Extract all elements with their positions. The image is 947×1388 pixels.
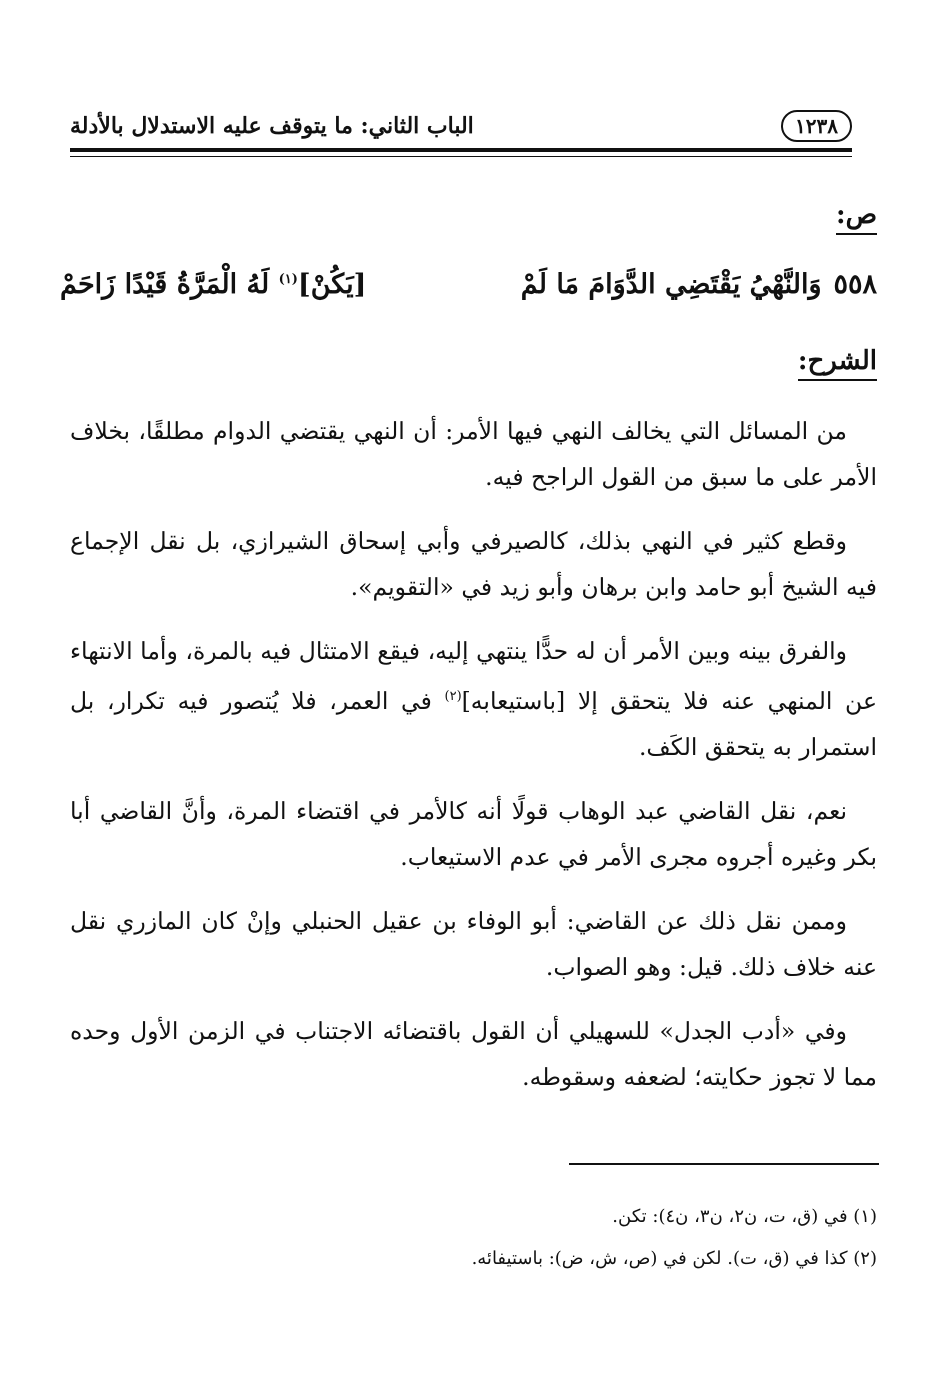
verse-second-hemistich-start: [يَكُنْ] bbox=[297, 268, 367, 300]
footnote-ref-2[interactable]: (٢) bbox=[444, 689, 462, 704]
sharh-label bbox=[798, 346, 877, 381]
running-header bbox=[70, 108, 852, 144]
paragraph: وممن نقل ذلك عن القاضي: أبو الوفاء بن عقيل الحنبلي وإنْ كان المازري نقل عنه خلاف ذلك. قيل: وهو الصواب. bbox=[70, 906, 877, 981]
commentary-body bbox=[70, 408, 877, 1118]
footnote: (٢) كذا في (ق، ت). لكن في (ص، ش، ض): باستيفائه. bbox=[471, 1248, 877, 1269]
paragraph: من المسائل التي يخالف النهي فيها الأمر: أن النهي يقتضي الدوام مطلقًا، بخلاف الأمر على ما سبق من القول الراجح فيه. bbox=[70, 417, 877, 491]
paragraph: وقطع كثير في النهي بذلك، كالصيرفي وأبي إسحاق الشيرازي، بل نقل الإجماع فيه الشيخ أبو حامد وابن برهان وأبو زيد في «التقويم». bbox=[70, 527, 877, 601]
footnote-ref-1[interactable]: (١) bbox=[278, 271, 298, 287]
footnotes bbox=[70, 1196, 877, 1280]
matn-label-text: ص: bbox=[836, 200, 877, 235]
paragraph-text: والفرق بينه وبين الأمر أن له حدًّا ينتهي إليه، فيقع الامتثال فيه بالمرة، وأما الانتهاء عن المنهي عنه فلا يتحقق إلا [باستيعابه] bbox=[70, 637, 877, 715]
paragraph-text: في العمر، فلا يُتصور فيه تكرار، بل استمرار به يتحقق الكَف. bbox=[70, 686, 877, 761]
page-number: ١٢٣٨ bbox=[781, 110, 852, 142]
paragraph bbox=[70, 628, 877, 770]
header-rule bbox=[70, 148, 852, 152]
footnote: (١) في (ق، ت، ن٢، ن٣، ن٤): تكن. bbox=[612, 1206, 877, 1227]
matn-label bbox=[836, 200, 877, 235]
verse-first-hemistich: وَالنَّهْيُ يَقْتَضِي الدَّوَامَ مَا لَمْ bbox=[520, 268, 822, 300]
sharh-label-text: الشرح: bbox=[798, 346, 877, 381]
chapter-title: الباب الثاني: ما يتوقف عليه الاستدلال بالأدلة bbox=[70, 113, 474, 139]
verse-first-half bbox=[469, 269, 878, 300]
paragraph: وفي «أدب الجدل» للسهيلي أن القول باقتضائه الاجتناب في الزمن الأول وحده مما لا تجوز حكايته؛ لضعفه وسقوطه. bbox=[70, 1016, 877, 1091]
verse-second-hemistich-end: لَهُ الْمَرَّةُ قَيْدًا زَاحَمْ bbox=[60, 268, 279, 300]
verse-line bbox=[60, 262, 877, 306]
footnote-separator bbox=[569, 1163, 879, 1165]
verse-number: ٥٥٨ bbox=[833, 268, 877, 300]
header-rule-thin bbox=[70, 156, 852, 157]
paragraph: نعم، نقل القاضي عبد الوهاب قولًا أنه كالأمر في اقتضاء المرة، وأنَّ القاضي أبا بكر وغيره أجروه مجرى الأمر في عدم الاستيعاب. bbox=[70, 796, 877, 871]
verse-second-half bbox=[60, 269, 469, 300]
